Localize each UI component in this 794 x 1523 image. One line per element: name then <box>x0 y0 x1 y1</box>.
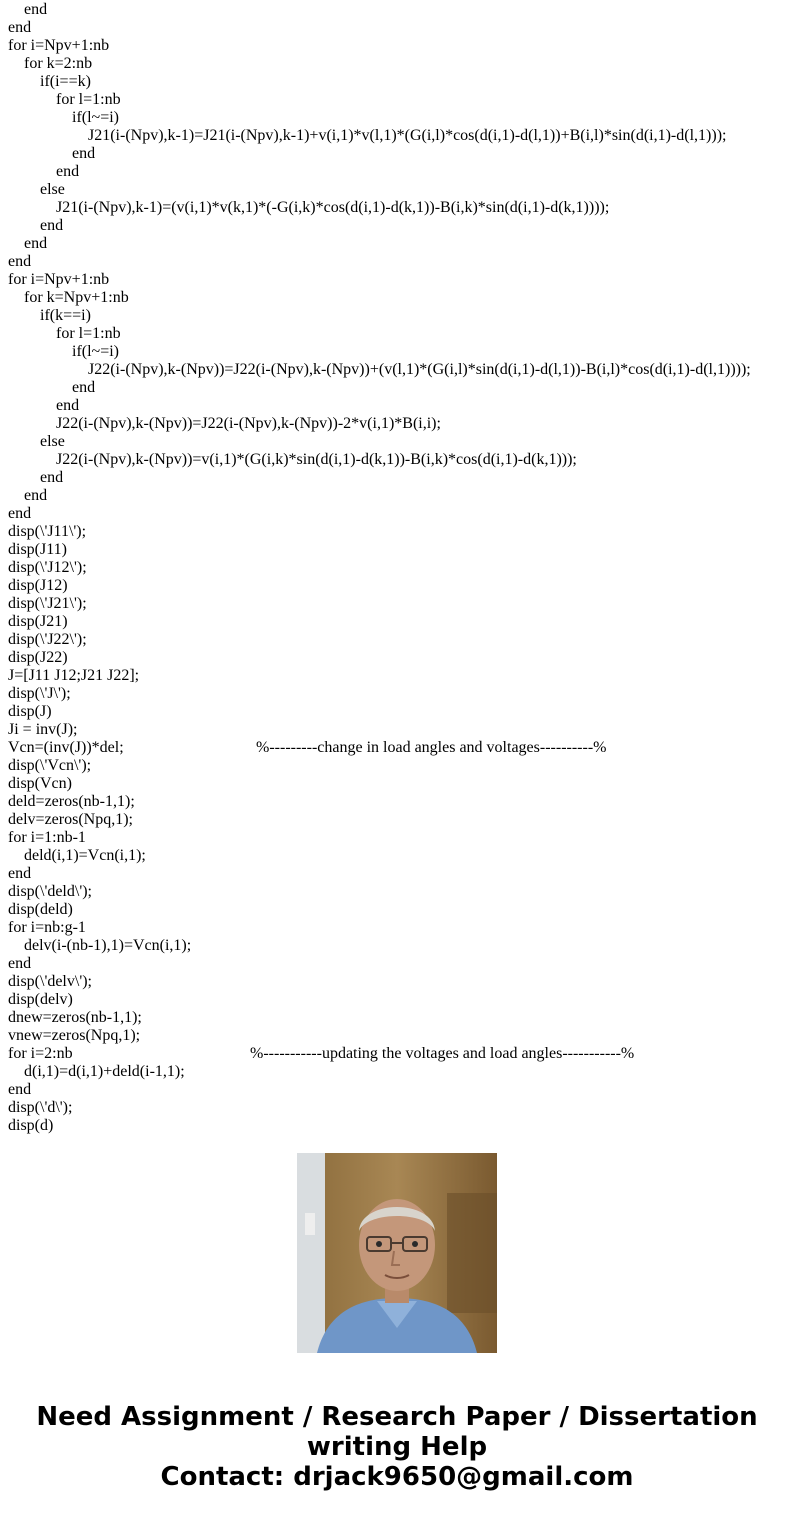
code-text: for i=Npv+1:nb <box>8 271 110 288</box>
code-line <box>8 685 71 703</box>
code-line <box>8 1117 53 1135</box>
code-line <box>56 91 121 109</box>
code-line <box>24 1063 185 1081</box>
code-line <box>8 865 31 883</box>
code-text: disp(d) <box>8 1117 54 1134</box>
code-line <box>56 397 79 415</box>
code-line <box>8 523 86 541</box>
code-text: end <box>8 955 32 972</box>
code-text: end <box>24 1 48 18</box>
code-text: deld=zeros(nb-1,1); <box>8 793 135 810</box>
code-line <box>8 1045 635 1063</box>
code-text: disp(Vcn) <box>8 775 72 792</box>
code-line <box>56 325 121 343</box>
code-line <box>8 829 86 847</box>
code-text: disp(J12) <box>8 577 68 594</box>
code-line <box>8 271 109 289</box>
code-text: disp(\'Vcn\'); <box>8 757 92 774</box>
code-line <box>40 181 65 199</box>
code-text: delv(i-(nb-1),1)=Vcn(i,1); <box>24 937 192 954</box>
code-line <box>56 199 609 217</box>
code-line <box>56 415 441 433</box>
code-line <box>8 19 31 37</box>
code-line <box>24 55 92 73</box>
code-line <box>8 793 135 811</box>
code-text: disp(\'d\'); <box>8 1099 73 1116</box>
code-text: end <box>56 163 80 180</box>
code-line <box>24 937 191 955</box>
code-line <box>8 703 52 721</box>
code-line <box>88 127 726 145</box>
code-line <box>40 433 65 451</box>
code-line <box>56 163 79 181</box>
code-line <box>40 307 91 325</box>
code-line <box>24 487 47 505</box>
code-text: if(l~=i) <box>72 109 119 126</box>
code-text: if(l~=i) <box>72 343 119 360</box>
code-line <box>8 721 77 739</box>
code-text: disp(\'delv\'); <box>8 973 92 990</box>
code-line <box>8 991 73 1009</box>
code-line <box>72 145 95 163</box>
code-line <box>8 811 133 829</box>
promo-banner <box>0 1402 794 1492</box>
code-text: end <box>8 253 32 270</box>
code-line <box>40 217 63 235</box>
code-line <box>8 505 31 523</box>
code-line <box>8 253 31 271</box>
code-line <box>8 739 607 757</box>
code-text: if(k==i) <box>40 307 91 324</box>
code-text: disp(\'J12\'); <box>8 559 87 576</box>
code-text: J21(i-(Npv),k-1)=(v(i,1)*v(k,1)*(-G(i,k)*cos(d(i,1)-d(k,1))-B(i,k)*sin(d(i,1)-d(k,1)))); <box>56 199 610 216</box>
code-text: delv=zeros(Npq,1); <box>8 811 133 828</box>
code-text: for k=Npv+1:nb <box>24 289 129 306</box>
code-line <box>8 1099 72 1117</box>
code-text: deld(i,1)=Vcn(i,1); <box>24 847 146 864</box>
code-text: J21(i-(Npv),k-1)=J21(i-(Npv),k-1)+v(i,1)*v(l,1)*(G(i,l)*cos(d(i,1)-d(l,1))+B(i,l)*sin(d(i,1)-d(l,1))); <box>88 127 727 144</box>
code-text: end <box>40 217 64 234</box>
code-text: else <box>40 181 65 198</box>
presenter-photo <box>297 1153 497 1353</box>
code-text: if(i==k) <box>40 73 91 90</box>
code-line <box>24 289 129 307</box>
code-text: disp(delv) <box>8 991 73 1008</box>
code-text: disp(\'J\'); <box>8 685 71 702</box>
code-line <box>24 847 146 865</box>
code-text: vnew=zeros(Npq,1); <box>8 1027 141 1044</box>
code-text: disp(deld) <box>8 901 73 918</box>
code-line <box>8 973 92 991</box>
code-text: disp(J21) <box>8 613 68 630</box>
code-text: J22(i-(Npv),k-(Npv))=J22(i-(Npv),k-(Npv))+(v(l,1)*(G(i,l)*sin(d(i,1)-d(l,1))-B(i,l)*cos(d(i,1)-d(l,1)))); <box>88 361 751 378</box>
promo-line-2: writing Help <box>306 1432 488 1462</box>
code-text: d(i,1)=d(i,1)+deld(i-1,1); <box>24 1063 185 1080</box>
code-line <box>8 37 109 55</box>
code-line <box>8 577 68 595</box>
code-line <box>8 649 68 667</box>
code-text: end <box>72 379 96 396</box>
code-text: end <box>56 397 80 414</box>
code-line <box>72 379 95 397</box>
code-text: for i=1:nb-1 <box>8 829 86 846</box>
code-text: J22(i-(Npv),k-(Npv))=v(i,1)*(G(i,k)*sin(d(i,1)-d(k,1))-B(i,k)*cos(d(i,1)-d(k,1))); <box>56 451 577 468</box>
code-text: Ji = inv(J); <box>8 721 78 738</box>
code-line <box>72 109 119 127</box>
code-text: dnew=zeros(nb-1,1); <box>8 1009 142 1026</box>
code-line <box>24 235 47 253</box>
code-line <box>8 955 31 973</box>
code-text: J=[J11 J12;J21 J22]; <box>8 667 140 684</box>
code-text: disp(\'J11\'); <box>8 523 87 540</box>
promo-contact: Contact: drjack9650@gmail.com <box>160 1462 634 1492</box>
code-text: end <box>72 145 96 162</box>
code-line <box>8 775 72 793</box>
code-line <box>8 883 92 901</box>
code-line <box>8 613 68 631</box>
code-text: else <box>40 433 65 450</box>
code-text: disp(J) <box>8 703 52 720</box>
code-line <box>40 469 63 487</box>
code-line <box>8 541 67 559</box>
code-line <box>24 1 47 19</box>
code-text: end <box>8 19 32 36</box>
code-text: J22(i-(Npv),k-(Npv))=J22(i-(Npv),k-(Npv))-2*v(i,1)*B(i,i); <box>56 415 441 432</box>
code-line <box>8 901 73 919</box>
code-text: end <box>24 487 48 504</box>
code-line <box>8 757 91 775</box>
code-line <box>8 1009 142 1027</box>
code-text: disp(J22) <box>8 649 68 666</box>
code-text: for i=2:nb <box>8 1045 73 1062</box>
code-line <box>72 343 119 361</box>
code-line <box>8 631 87 649</box>
code-text: for i=nb:g-1 <box>8 919 86 936</box>
code-line <box>8 667 139 685</box>
code-line <box>40 73 91 91</box>
code-line <box>8 559 87 577</box>
code-text: disp(\'J22\'); <box>8 631 87 648</box>
code-line <box>8 919 86 937</box>
code-text: for i=Npv+1:nb <box>8 37 110 54</box>
code-text: end <box>40 469 64 486</box>
promo-line-1: Need Assignment / Research Paper / Dissertation <box>36 1402 758 1432</box>
code-text: for l=1:nb <box>56 91 121 108</box>
code-text: end <box>24 235 48 252</box>
code-line <box>8 1081 31 1099</box>
code-comment: %-----------updating the voltages and load angles-----------% <box>250 1045 635 1062</box>
code-line <box>56 451 577 469</box>
code-text: for k=2:nb <box>24 55 93 72</box>
code-line <box>8 1027 140 1045</box>
code-line <box>88 361 751 379</box>
code-text: disp(\'J21\'); <box>8 595 87 612</box>
code-comment: %---------change in load angles and voltages----------% <box>256 739 607 756</box>
code-text: disp(J11) <box>8 541 67 558</box>
presenter-avatar <box>297 1153 497 1353</box>
code-text: end <box>8 865 32 882</box>
code-text: Vcn=(inv(J))*del; <box>8 739 124 756</box>
code-text: end <box>8 1081 32 1098</box>
code-text: disp(\'deld\'); <box>8 883 92 900</box>
code-text: for l=1:nb <box>56 325 121 342</box>
code-line <box>8 595 87 613</box>
code-text: end <box>8 505 32 522</box>
